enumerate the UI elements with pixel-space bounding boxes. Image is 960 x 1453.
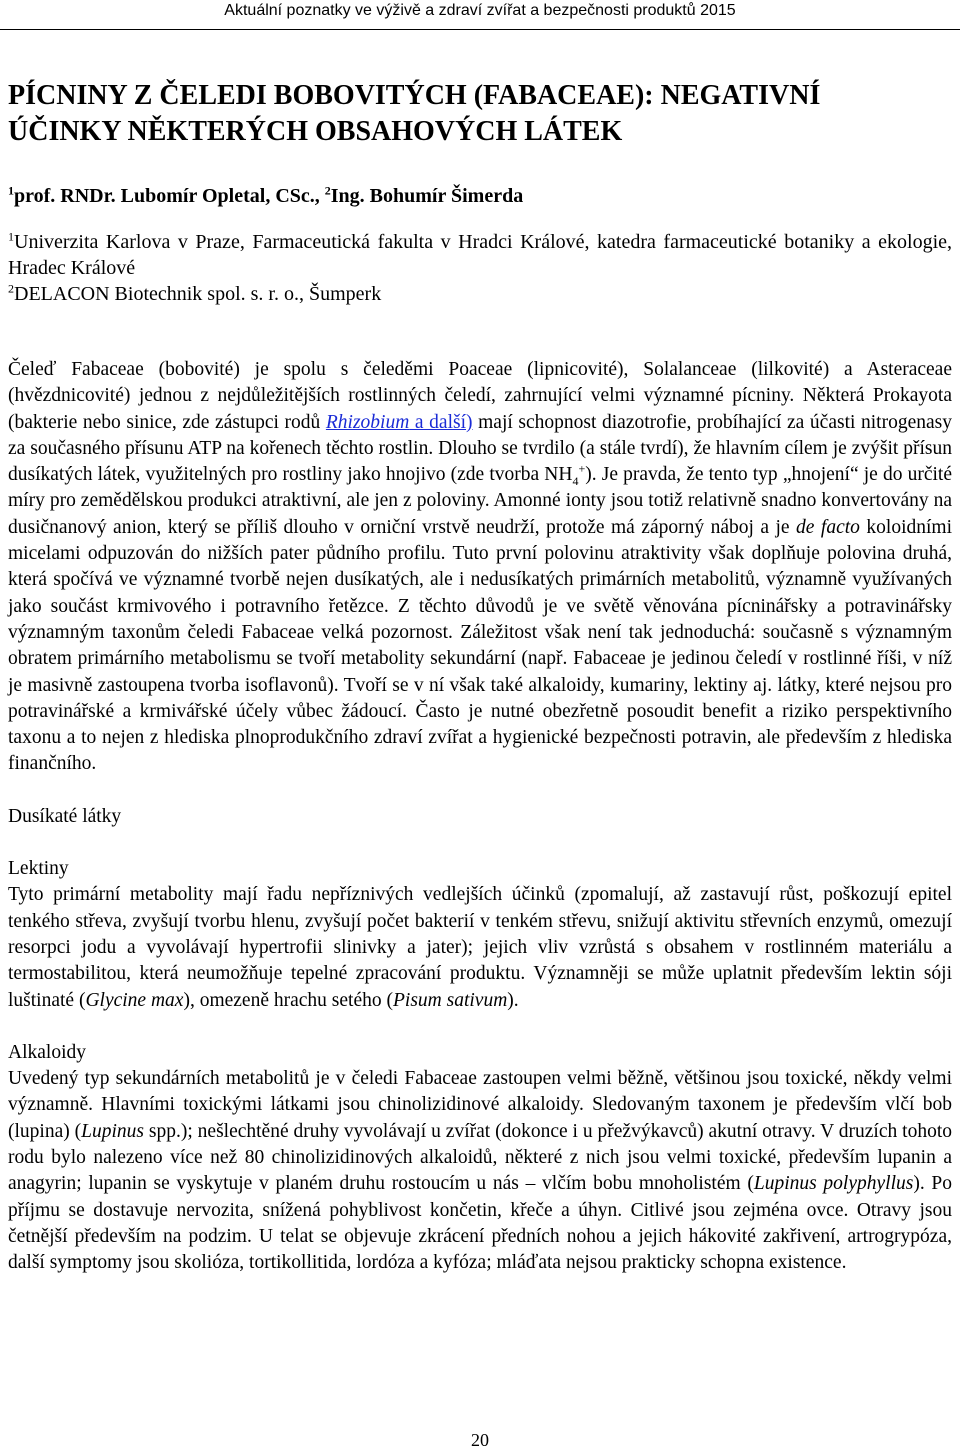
affiliations [8, 229, 952, 307]
lektiny-text-1: Tyto primární metabolity mají řadu nepříznivých vedlejších účinků (zpomalují, až zastavují růst, poškozují epitel tenkého střeva, zvyšují tvorbu hlenu, zvyšují počet bakterií v tenkém střevu, snižují aktivitu střevních enzymů, omezují resorpci jodu a vyvolávají hypertrofii slinivky a jater); jejich vliv vzrůstá s obsahem v rostlinném materiálu a termostabilitou, která neumožňuje tepelné zpracování produktu. Významněji se může uplatnit především lektin sóji luštinaté ( [8, 884, 952, 1011]
nh4-charge: + [578, 461, 586, 476]
intro-paragraph [8, 357, 952, 778]
author-2: Ing. Bohumír Šimerda [330, 185, 524, 207]
rhizobium-link-genus: Rhizobium [325, 411, 410, 433]
glycine-max-italic: Glycine max [85, 989, 184, 1011]
section-heading-alkaloidy: Alkaloidy [8, 1041, 86, 1063]
author-1-affiliation-mark: 1 [8, 183, 14, 198]
lektiny-text-3: ). [507, 989, 519, 1011]
lupinus-polyphyllus-italic: Lupinus polyphyllus [753, 1173, 914, 1195]
intro-text-2: mají schopnost diazotrofie, probíhající za účasti nitrogenasy za současného přísunu ATP na kořenech těchto rostlin. Dlouho se tvrdilo (a stále tvrdí), že hlavním cílem je zvýšit přísun dusíkatých látek, využitelných pro rostliny jako hnojivo (zde tvorba NH [8, 411, 952, 486]
intro-text-3: ). Je pravda, že tento typ „hnojení“ je do určité míry pro zemědělskou produkci atraktivní, ale jen z poloviny. Amonné ionty jsou totiž relativně snadno konvertovány na dusičnanový anion, který se příliš dlouho v orniční vrstvě neudrží, protože má záporný náboj a je [8, 464, 952, 538]
article-title [8, 78, 952, 150]
article-title-line-2: ÚČINKY NĚKTERÝCH OBSAHOVÝCH LÁTEK [8, 116, 623, 147]
author-2-affiliation-mark: 2 [324, 183, 331, 198]
affiliation-2-mark: 2 [8, 281, 14, 296]
article-body [8, 70, 952, 1277]
alkaloidy-paragraph [8, 1066, 952, 1276]
article-title-line-1: PÍCNINY Z ČELEDI BOBOVITÝCH (FABACEAE): NEGATIVNÍ [8, 80, 821, 111]
intro-text-1: Čeleď Fabaceae (bobovité) je spolu s čeleděmi Poaceae (lipnicovité), Solalanceae (lilkovité) a Asteraceae (hvězdnicovité) jednou z nejdůležitějších rostlinných čeledí, zahrnující velmi významné pícniny. Některá Prokayota (bakterie nebo sinice, zde zástupci rodů [8, 359, 952, 433]
lupinus-italic: Lupinus [81, 1120, 144, 1142]
affiliation-1-mark: 1 [8, 229, 14, 244]
page-number: 20 [471, 1430, 489, 1450]
alkaloidy-text-1: Uvedený typ sekundárních metabolitů je v čeledi Fabaceae zastoupen velmi běžně, většinou jsou toxické, někdy velmi významně. Hlavními toxickými látkami jsou chinolizidinové alkaloidy. Sledovaným taxonem je především vlčí bob (lupina) ( [8, 1068, 952, 1142]
pisum-sativum-italic: Pisum sativum [392, 989, 508, 1011]
affiliation-2-text: DELACON Biotechnik spol. s. r. o., Šumperk [14, 283, 382, 305]
section-heading-dusikate-latky: Dusíkaté látky [8, 805, 122, 827]
lektiny-text-2: ), omezeně hrachu setého ( [183, 989, 393, 1011]
affiliation-1 [8, 229, 952, 281]
rhizobium-link[interactable] [326, 412, 473, 433]
de-facto-italic: de facto [796, 516, 860, 538]
intro-text-4: koloidními micelami odpuzován do nižších pater půdního profilu. Tuto první polovinu atraktivity však doplňuje polovina druhá, která spočívá ve významné tvorbě nejen dusíkatých, ale i nedusíkatých primárních metabolitů, významně využívaných jako součást krmivového i potravního řetězce. Z těchto důvodů je ve světě věnována pícninářsky a potravinářsky významným taxonům čeledi Fabaceae velká pozornost. Záležitost však není tak jednoduchá: současně s významným obratem primárního metabolismu se tvoří metabolity sekundární (např. Fabaceae je jedinou čeledí v rostlinné říši, v níž je masivně zastoupena tvorba isoflavonů). Tvoří se v ní však také alkaloidy, kumariny, lektiny aj. látky, které nejsou pro potravinářské a krmivářské účely vůbec žádoucí. Často je nutné obezřetně posoudit benefit a riziko perspektivního taxonu a to nejen z hlediska plnoprodukčního zdraví zvířat a hygienické bezpečnosti potravin, ale především z hlediska finančního. [8, 516, 952, 775]
running-header [0, 0, 960, 30]
alkaloidy-text-2: spp.); nešlechtěné druhy vyvolávají u zvířat (dokonce i u přežvýkavců) akutní otravy. V druzích tohoto rodu bylo nalezeno více než 80 chinolizidinových alkaloidů, některé z nich jsou velmi toxické, především lupanin a anagyrin; lupanin se vyskytuje v planém druhu rostoucím u nás – vlčím bobu mnoholistém ( [8, 1120, 952, 1195]
author-list [8, 183, 952, 209]
affiliation-2 [8, 281, 952, 307]
alkaloidy-text-3: ). Po příjmu se dostavuje nervozita, snížená pohyblivost končetin, křeče a úhyn. Citlivé jsou zejména ovce. Otravy jsou četnější především na podzim. U telat se objevuje zkrácení předních nohou a jejich hákovité zakřivení, artrogrypóza, další symptomy jsou skolióza, tortikollitida, lordóza a kyfóza; mláďata nejsou prakticky schopna existence. [8, 1173, 953, 1274]
lektiny-paragraph [8, 882, 952, 1013]
running-header-text: Aktuální poznatky ve výživě a zdraví zvířat a bezpečnosti produktů 2015 [224, 2, 736, 19]
author-1: prof. RNDr. Lubomír Opletal, CSc., [14, 185, 325, 207]
section-heading-lektiny: Lektiny [8, 858, 69, 880]
nh4-subscript: 4 [572, 474, 579, 489]
affiliation-1-text: Univerzita Karlova v Praze, Farmaceutická fakulta v Hradci Králové, katedra farmaceutické botaniky a ekologie, Hradec Králové [8, 231, 952, 279]
rhizobium-link-rest: a další) [409, 411, 473, 433]
